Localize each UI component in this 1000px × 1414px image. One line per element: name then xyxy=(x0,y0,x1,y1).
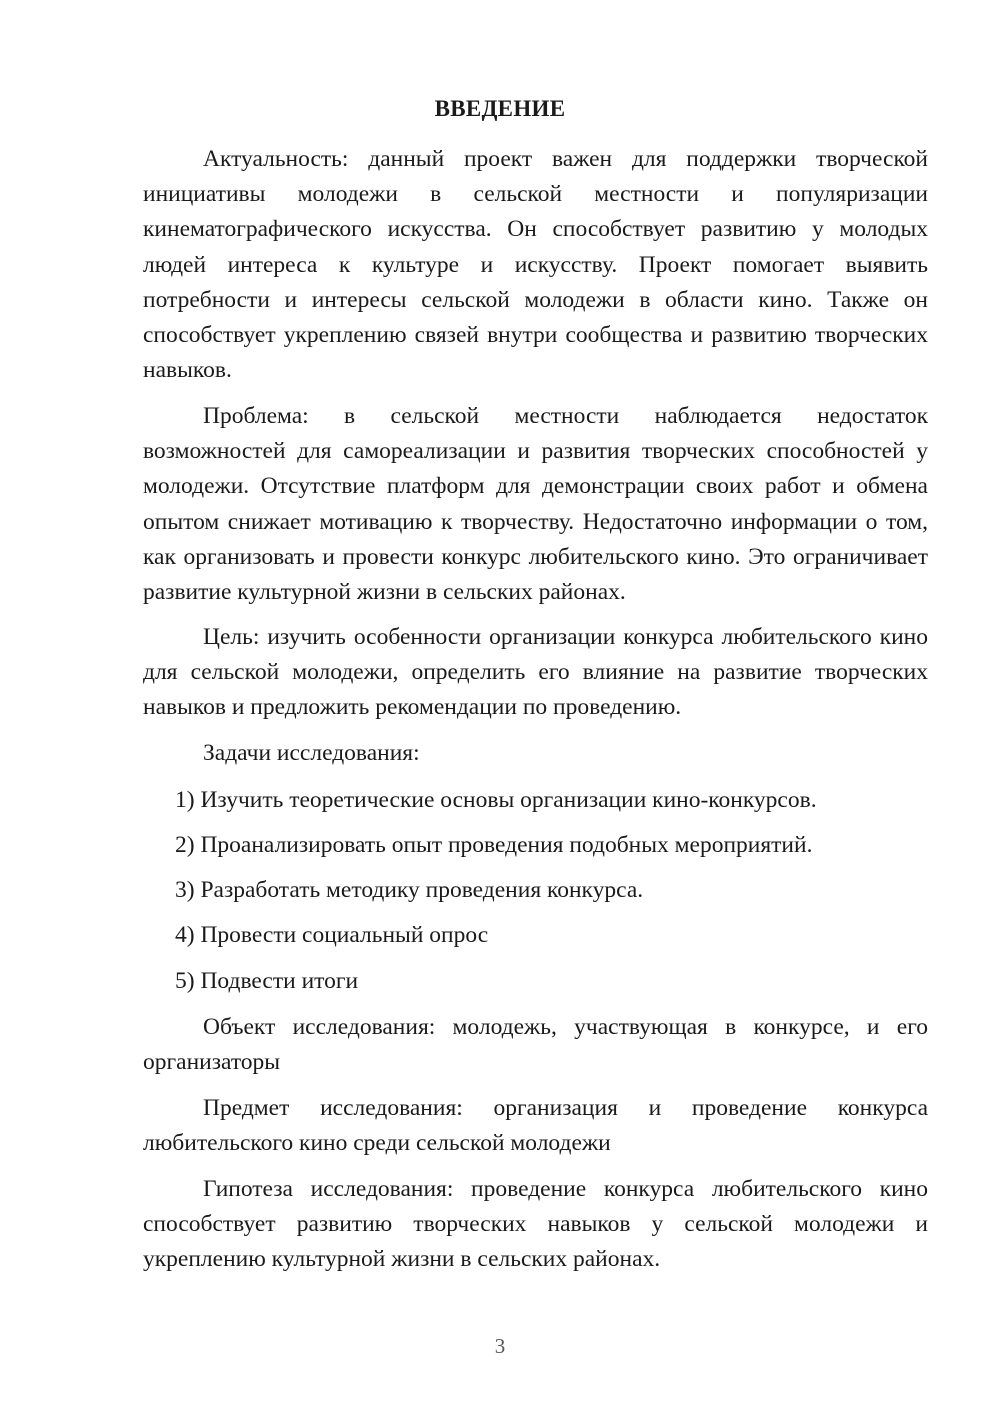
task-item-1: 1) Изучить теоретические основы организации кино-конкурсов. xyxy=(175,787,817,813)
task-item-4: 4) Провести социальный опрос xyxy=(175,922,489,948)
tasks-heading: Задачи исследования: xyxy=(203,740,420,766)
paragraph-object: Объект исследования: молодежь, участвующая в конкурсе, и его организаторы xyxy=(143,1014,928,1076)
paragraph-goal: Цель: изучить особенности организации конкурса любительского кино для сельской молодежи, определить его влияние на развитие творческих навыков и предложить рекомендации по проведению. xyxy=(143,624,928,721)
task-item-5: 5) Подвести итоги xyxy=(175,968,359,994)
paragraph-relevance: Актуальность: данный проект важен для поддержки творческой инициативы молодежи в сельской местности и популяризации кинематографического искусства. Он способствует развитию у молодых людей интереса к культуре и искусству. Проект помогает выявить потребности и интересы сельской молодежи в области кино. Также он способствует укреплению связей внутри сообщества и развитию творческих навыков. xyxy=(143,146,928,384)
task-item-3: 3) Разработать методику проведения конкурса. xyxy=(175,877,644,903)
paragraph-hypothesis: Гипотеза исследования: проведение конкурса любительского кино способствует развитию творческих навыков у сельской молодежи и укреплению культурной жизни в сельских районах. xyxy=(143,1176,928,1273)
paragraph-subject: Предмет исследования: организация и проведение конкурса любительского кино среди сельской молодежи xyxy=(143,1095,928,1157)
paragraph-problem: Проблема: в сельской местности наблюдается недостаток возможностей для самореализации и развития творческих способностей у молодежи. Отсутствие платформ для демонстрации своих работ и обмена опытом снижает мотивацию к творчеству. Недостаточно информации о том, как организовать и провести конкурс любительского кино. Это ограничивает развитие культурной жизни в сельских районах. xyxy=(143,403,928,606)
section-title: ВВЕДЕНИЕ xyxy=(434,96,566,121)
page-number: 3 xyxy=(494,1334,506,1358)
task-item-2: 2) Проанализировать опыт проведения подобных мероприятий. xyxy=(175,832,813,858)
